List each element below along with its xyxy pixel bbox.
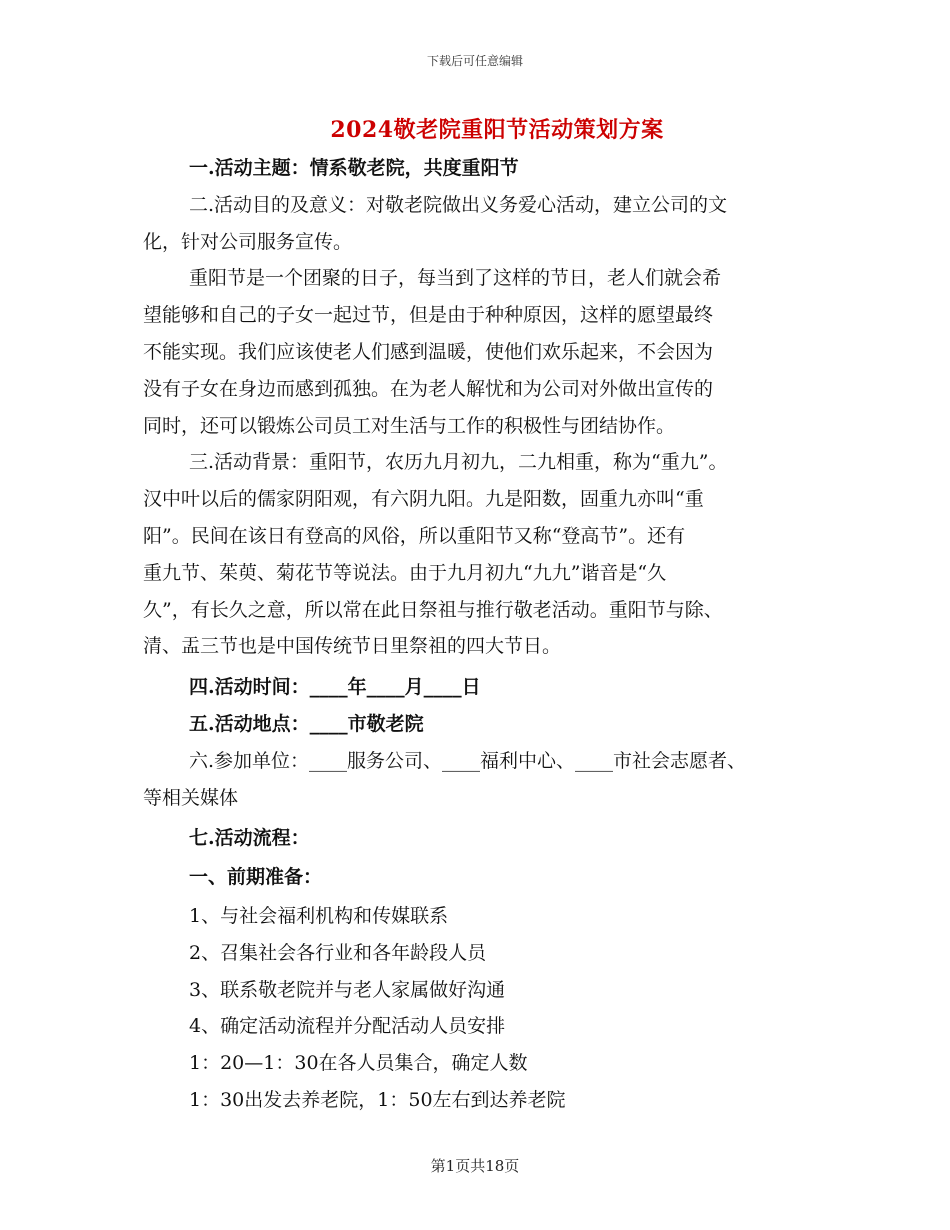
section-prep: 一、前期准备： (189, 866, 323, 889)
background-line-4: 重九节、茱萸、菊花节等说法。由于九月初九“九九”谐音是“久 (143, 561, 667, 584)
page-footer: 第1页共18页 (430, 1157, 520, 1175)
section-purpose-line-1: 二.活动目的及意义：对敬老院做出义务爱心活动，建立公司的文 (189, 193, 728, 216)
background-line-2: 汉中叶以后的儒家阴阳观，有六阴九阳。九是阳数，固重九亦叫“重 (143, 488, 704, 511)
background-line-1: 三.活动背景：重阳节，农历九月初九，二九相重，称为“重九”。 (189, 451, 728, 474)
prep-item-1: 1、与社会福利机构和传媒联系 (189, 904, 449, 927)
schedule-item-2: 1：30出发去养老院，1：50左右到达养老院 (189, 1088, 566, 1111)
prep-item-4: 4、确定活动流程并分配活动人员安排 (189, 1015, 506, 1038)
prep-item-3: 3、联系敬老院并与老人家属做好沟通 (189, 978, 506, 1001)
meaning-line-1: 重阳节是一个团聚的日子，每当到了这样的节日，老人们就会希 (189, 267, 722, 290)
header-note: 下载后可任意编辑 (426, 54, 523, 68)
section-purpose-line-2: 化，针对公司服务宣传。 (143, 230, 353, 253)
background-line-3: 阳”。民间在该日有登高的风俗，所以重阳节又称“登高节”。还有 (143, 524, 686, 547)
document-body (143, 150, 823, 1119)
section-theme: 一.活动主题：情系敬老院，共度重阳节 (189, 157, 519, 179)
background-line-6: 清、盂三节也是中国传统节日里祭祖的四大节日。 (143, 635, 562, 658)
section-flow: 七.活动流程： (189, 827, 310, 850)
document-title: 2024敬老院重阳节活动策划方案 (330, 117, 664, 143)
schedule-item-1: 1：20—1：30在各人员集合，确定人数 (189, 1052, 528, 1075)
prep-item-2: 2、召集社会各行业和各年龄段人员 (189, 941, 487, 964)
meaning-line-3: 不能实现。我们应该使老人们感到温暖，使他们欢乐起来，不会因为 (143, 340, 714, 363)
meaning-line-4: 没有子女在身边而感到孤独。在为老人解忧和为公司对外做出宣传的 (143, 377, 714, 400)
section-time: 四.活动时间：____年____月____日 (189, 676, 481, 699)
section-units-line-1: 六.参加单位：____服务公司、____福利中心、____市社会志愿者、 (189, 749, 747, 772)
background-line-5: 久”，有长久之意，所以常在此日祭祖与推行敬老活动。重阳节与除、 (143, 598, 723, 621)
meaning-line-2: 望能够和自己的子女一起过节，但是由于种种原因，这样的愿望最终 (143, 304, 714, 327)
section-units-line-2: 等相关媒体 (143, 786, 239, 809)
section-place: 五.活动地点：____市敬老院 (189, 712, 424, 735)
meaning-line-5: 同时，还可以锻炼公司员工对生活与工作的积极性与团结协作。 (143, 414, 676, 437)
